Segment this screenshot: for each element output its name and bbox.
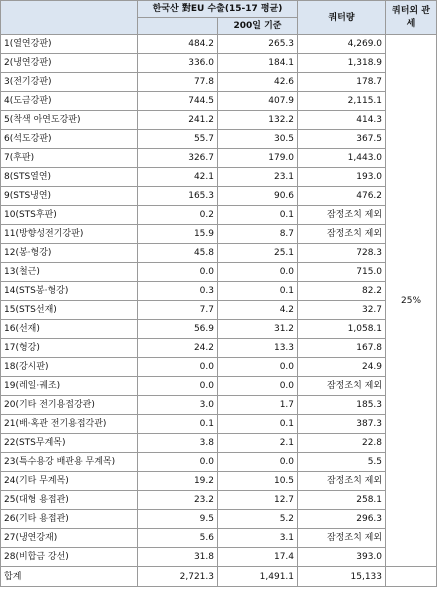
product-name-cell: 16(선재) — [1, 320, 138, 339]
export-200day-value-cell: 0.1 — [218, 415, 298, 434]
quota-value-cell: 387.3 — [298, 415, 386, 434]
export-200day-value-cell: 3.1 — [218, 529, 298, 548]
table-row — [1, 206, 437, 225]
table-row — [1, 73, 437, 92]
product-name-cell: 4(도금강판) — [1, 92, 138, 111]
export-value-cell: 484.2 — [138, 35, 218, 54]
total-export-value: 2,721.3 — [138, 567, 218, 587]
export-value-cell: 241.2 — [138, 111, 218, 130]
export-200day-value-cell: 17.4 — [218, 548, 298, 567]
export-value-cell: 5.6 — [138, 529, 218, 548]
total-tariff-cell — [386, 567, 437, 587]
product-name-cell: 12(봉·형강) — [1, 244, 138, 263]
export-value-cell: 3.8 — [138, 434, 218, 453]
export-value-cell: 15.9 — [138, 225, 218, 244]
total-quota-value: 15,133 — [298, 567, 386, 587]
table-row — [1, 320, 437, 339]
table-row — [1, 168, 437, 187]
export-200day-value-cell: 31.2 — [218, 320, 298, 339]
product-name-cell: 6(석도강판) — [1, 130, 138, 149]
product-name-cell: 19(레일·궤조) — [1, 377, 138, 396]
quota-value-cell: 185.3 — [298, 396, 386, 415]
table-row — [1, 111, 437, 130]
table-row — [1, 149, 437, 168]
quota-column-header: 쿼터량 — [298, 1, 386, 35]
table-body — [1, 35, 437, 567]
quota-value-cell: 1,318.9 — [298, 54, 386, 73]
quota-value-cell: 258.1 — [298, 491, 386, 510]
quota-value-cell: 393.0 — [298, 548, 386, 567]
table-row — [1, 92, 437, 111]
quota-value-cell: 296.3 — [298, 510, 386, 529]
quota-value-cell: 32.7 — [298, 301, 386, 320]
quota-value-cell: 5.5 — [298, 453, 386, 472]
export-value-cell: 55.7 — [138, 130, 218, 149]
export-200day-value-cell: 0.0 — [218, 377, 298, 396]
export-value-cell: 744.5 — [138, 92, 218, 111]
export-200day-value-cell: 13.3 — [218, 339, 298, 358]
export-200day-value-cell: 0.0 — [218, 453, 298, 472]
product-name-cell: 7(후판) — [1, 149, 138, 168]
export-value-cell: 165.3 — [138, 187, 218, 206]
quota-value-cell: 잠정조치 제외 — [298, 377, 386, 396]
export-200day-value-cell: 12.7 — [218, 491, 298, 510]
export-value-cell: 45.8 — [138, 244, 218, 263]
export-value-cell: 31.8 — [138, 548, 218, 567]
quota-value-cell: 178.7 — [298, 73, 386, 92]
table-row — [1, 263, 437, 282]
table-row — [1, 358, 437, 377]
table-row — [1, 510, 437, 529]
quota-value-cell: 1,058.1 — [298, 320, 386, 339]
export-200day-value-cell: 0.1 — [218, 282, 298, 301]
quota-value-cell: 잠정조치 제외 — [298, 225, 386, 244]
product-column-header — [1, 1, 138, 35]
quota-value-cell: 728.3 — [298, 244, 386, 263]
table-header — [1, 1, 437, 35]
quota-value-cell: 1,443.0 — [298, 149, 386, 168]
export-200day-value-cell: 4.2 — [218, 301, 298, 320]
export-200day-value-cell: 8.7 — [218, 225, 298, 244]
export-value-cell: 3.0 — [138, 396, 218, 415]
export-value-cell: 42.1 — [138, 168, 218, 187]
export-value-cell: 19.2 — [138, 472, 218, 491]
product-name-cell: 25(대형 용접관) — [1, 491, 138, 510]
export-value-cell: 326.7 — [138, 149, 218, 168]
export-value-cell: 0.0 — [138, 377, 218, 396]
export-200day-value-cell: 23.1 — [218, 168, 298, 187]
table-row — [1, 472, 437, 491]
quota-value-cell: 잠정조치 제외 — [298, 529, 386, 548]
export-subheader-blank — [138, 18, 218, 35]
product-name-cell: 1(열연강판) — [1, 35, 138, 54]
export-value-cell: 0.3 — [138, 282, 218, 301]
export-column-header: 한국산 對EU 수출(15-17 평균) — [138, 1, 298, 18]
table-row — [1, 244, 437, 263]
table-row — [1, 396, 437, 415]
product-name-cell: 3(전기강판) — [1, 73, 138, 92]
export-200day-value-cell: 30.5 — [218, 130, 298, 149]
quota-value-cell: 82.2 — [298, 282, 386, 301]
export-200day-value-cell: 407.9 — [218, 92, 298, 111]
export-value-cell: 24.2 — [138, 339, 218, 358]
quota-value-cell: 22.8 — [298, 434, 386, 453]
export-200day-value-cell: 5.2 — [218, 510, 298, 529]
export-value-cell: 0.0 — [138, 263, 218, 282]
quota-value-cell: 193.0 — [298, 168, 386, 187]
quota-value-cell: 476.2 — [298, 187, 386, 206]
export-200day-value-cell: 265.3 — [218, 35, 298, 54]
product-name-cell: 9(STS냉연) — [1, 187, 138, 206]
product-name-cell: 10(STS후판) — [1, 206, 138, 225]
quota-value-cell: 잠정조치 제외 — [298, 206, 386, 225]
export-200day-value-cell: 0.0 — [218, 358, 298, 377]
export-value-cell: 0.1 — [138, 415, 218, 434]
product-name-cell: 8(STS열연) — [1, 168, 138, 187]
table-row — [1, 453, 437, 472]
table-row — [1, 130, 437, 149]
quota-value-cell: 715.0 — [298, 263, 386, 282]
table-row — [1, 529, 437, 548]
product-name-cell: 11(방향성전기강판) — [1, 225, 138, 244]
product-name-cell: 20(기타 전기용접강관) — [1, 396, 138, 415]
table-row — [1, 377, 437, 396]
export-200day-value-cell: 10.5 — [218, 472, 298, 491]
out-of-quota-tariff-cell: 25% — [386, 35, 437, 567]
product-name-cell: 28(비합금 강선) — [1, 548, 138, 567]
export-value-cell: 77.8 — [138, 73, 218, 92]
export-value-cell: 0.0 — [138, 358, 218, 377]
table-row — [1, 301, 437, 320]
table-row — [1, 54, 437, 73]
table-row — [1, 491, 437, 510]
export-200day-value-cell: 42.6 — [218, 73, 298, 92]
export-value-cell: 7.7 — [138, 301, 218, 320]
table-row — [1, 548, 437, 567]
export-value-cell: 336.0 — [138, 54, 218, 73]
total-export-200day-value: 1,491.1 — [218, 567, 298, 587]
quota-value-cell: 2,115.1 — [298, 92, 386, 111]
quota-value-cell: 167.8 — [298, 339, 386, 358]
table-row — [1, 35, 437, 54]
export-value-cell: 9.5 — [138, 510, 218, 529]
table-row — [1, 282, 437, 301]
total-label: 합계 — [1, 567, 138, 587]
product-name-cell: 24(기타 무계목) — [1, 472, 138, 491]
export-200day-value-cell: 90.6 — [218, 187, 298, 206]
export-200day-value-cell: 0.1 — [218, 206, 298, 225]
product-name-cell: 18(강시판) — [1, 358, 138, 377]
export-value-cell: 0.2 — [138, 206, 218, 225]
product-name-cell: 23(특수용강 배관용 무계목) — [1, 453, 138, 472]
table-row — [1, 415, 437, 434]
product-name-cell: 26(기타 용접관) — [1, 510, 138, 529]
table-row — [1, 339, 437, 358]
product-name-cell: 15(STS선재) — [1, 301, 138, 320]
product-name-cell: 22(STS무계목) — [1, 434, 138, 453]
export-200day-value-cell: 132.2 — [218, 111, 298, 130]
table-footer — [1, 567, 437, 587]
export-subheader-200days: 200일 기준 — [218, 18, 298, 35]
table-row — [1, 225, 437, 244]
product-name-cell: 17(형강) — [1, 339, 138, 358]
quota-value-cell: 367.5 — [298, 130, 386, 149]
export-200day-value-cell: 184.1 — [218, 54, 298, 73]
export-value-cell: 56.9 — [138, 320, 218, 339]
tariff-column-header — [386, 1, 437, 35]
product-name-cell: 27(냉연강재) — [1, 529, 138, 548]
quota-value-cell: 414.3 — [298, 111, 386, 130]
product-name-cell: 13(철근) — [1, 263, 138, 282]
product-name-cell: 14(STS봉·형강) — [1, 282, 138, 301]
export-value-cell: 23.2 — [138, 491, 218, 510]
export-200day-value-cell: 0.0 — [218, 263, 298, 282]
tariff-header-text: 쿼터외 관세 — [392, 5, 430, 29]
product-name-cell: 2(냉연강판) — [1, 54, 138, 73]
table-row — [1, 187, 437, 206]
quota-value-cell: 24.9 — [298, 358, 386, 377]
export-200day-value-cell: 25.1 — [218, 244, 298, 263]
quota-value-cell: 잠정조치 제외 — [298, 472, 386, 491]
table-row — [1, 434, 437, 453]
product-name-cell: 21(배·혹관 전기용접각관) — [1, 415, 138, 434]
export-200day-value-cell: 179.0 — [218, 149, 298, 168]
export-200day-value-cell: 2.1 — [218, 434, 298, 453]
product-name-cell: 5(착색 아연도강판) — [1, 111, 138, 130]
export-200day-value-cell: 1.7 — [218, 396, 298, 415]
total-row — [1, 567, 437, 587]
export-value-cell: 0.0 — [138, 453, 218, 472]
quota-value-cell: 4,269.0 — [298, 35, 386, 54]
